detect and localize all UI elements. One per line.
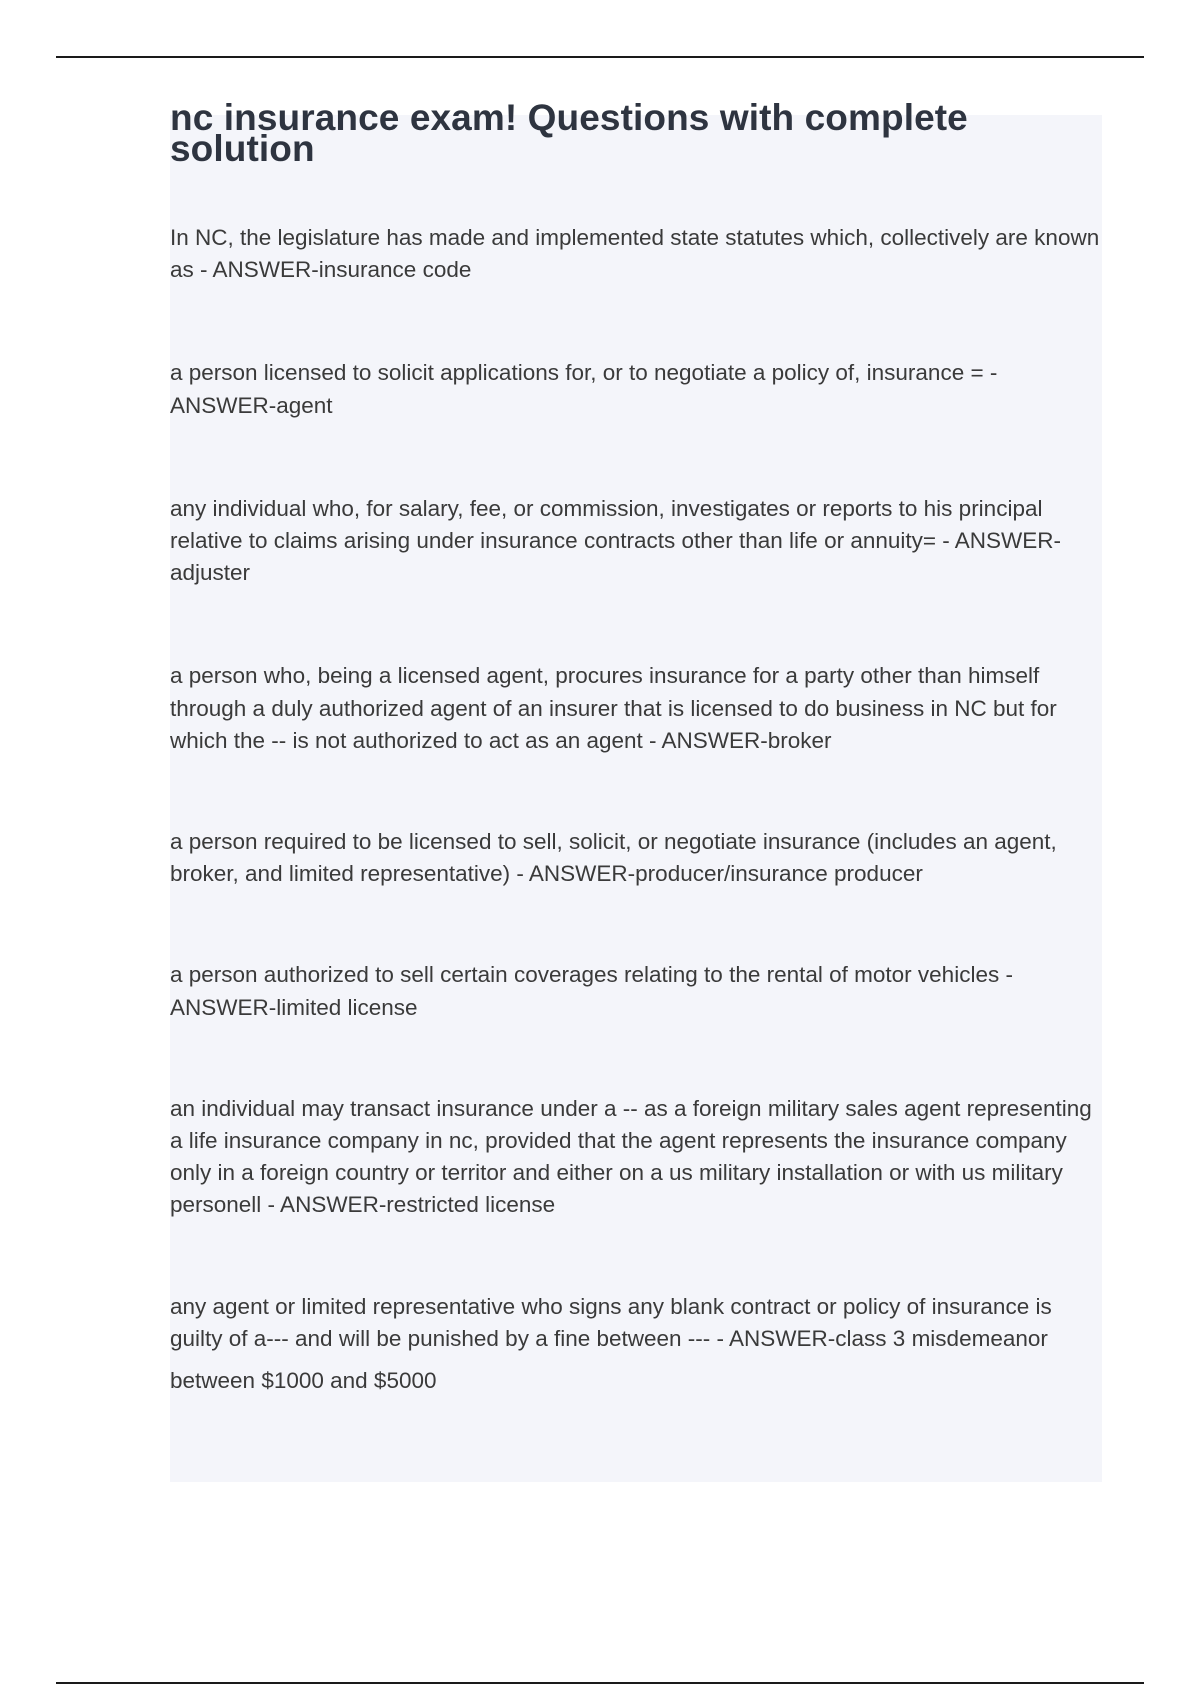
document-body xyxy=(170,97,1105,1397)
qa-item: any agent or limited representative who signs any blank contract or policy of insurance is guilty of a--- and will be punished by a fine between --- - ANSWER-class 3 misdemeanor xyxy=(170,1293,1052,1351)
qa-item: In NC, the legislature has made and implemented state statutes which, collectively are known as - ANSWER-insurance code xyxy=(170,225,1100,283)
qa-item: a person authorized to sell certain coverages relating to the rental of motor vehicles - ANSWER-limited license xyxy=(170,962,1013,1020)
bottom-rule xyxy=(56,1682,1144,1684)
qa-item: an individual may transact insurance under a -- as a foreign military sales agent representing a life insurance company in nc, provided that the agent represents the insurance company only in a foreign country or territor and either on a us military installation or with us military personell - ANSWER-restricted license xyxy=(170,1095,1092,1218)
qa-item: a person required to be licensed to sell, solicit, or negotiate insurance (includes an agent, broker, and limited representative) - ANSWER-producer/insurance producer xyxy=(170,829,1057,887)
qa-extra-line: between $1000 and $5000 xyxy=(170,1368,437,1394)
qa-item: a person licensed to solicit applications for, or to negotiate a policy of, insurance = - ANSWER-agent xyxy=(170,360,998,418)
qa-item: a person who, being a licensed agent, procures insurance for a party other than himself through a duly authorized agent of an insurer that is licensed to do business in NC but for which the -- is not authorized to act as an agent - ANSWER-broker xyxy=(170,663,1057,753)
page-title: nc insurance exam! Questions with complete solution xyxy=(170,97,968,169)
top-rule xyxy=(56,56,1144,58)
qa-item: any individual who, for salary, fee, or commission, investigates or reports to his principal relative to claims arising under insurance contracts other than life or annuity= - ANSWER-adjuster xyxy=(170,495,1062,586)
